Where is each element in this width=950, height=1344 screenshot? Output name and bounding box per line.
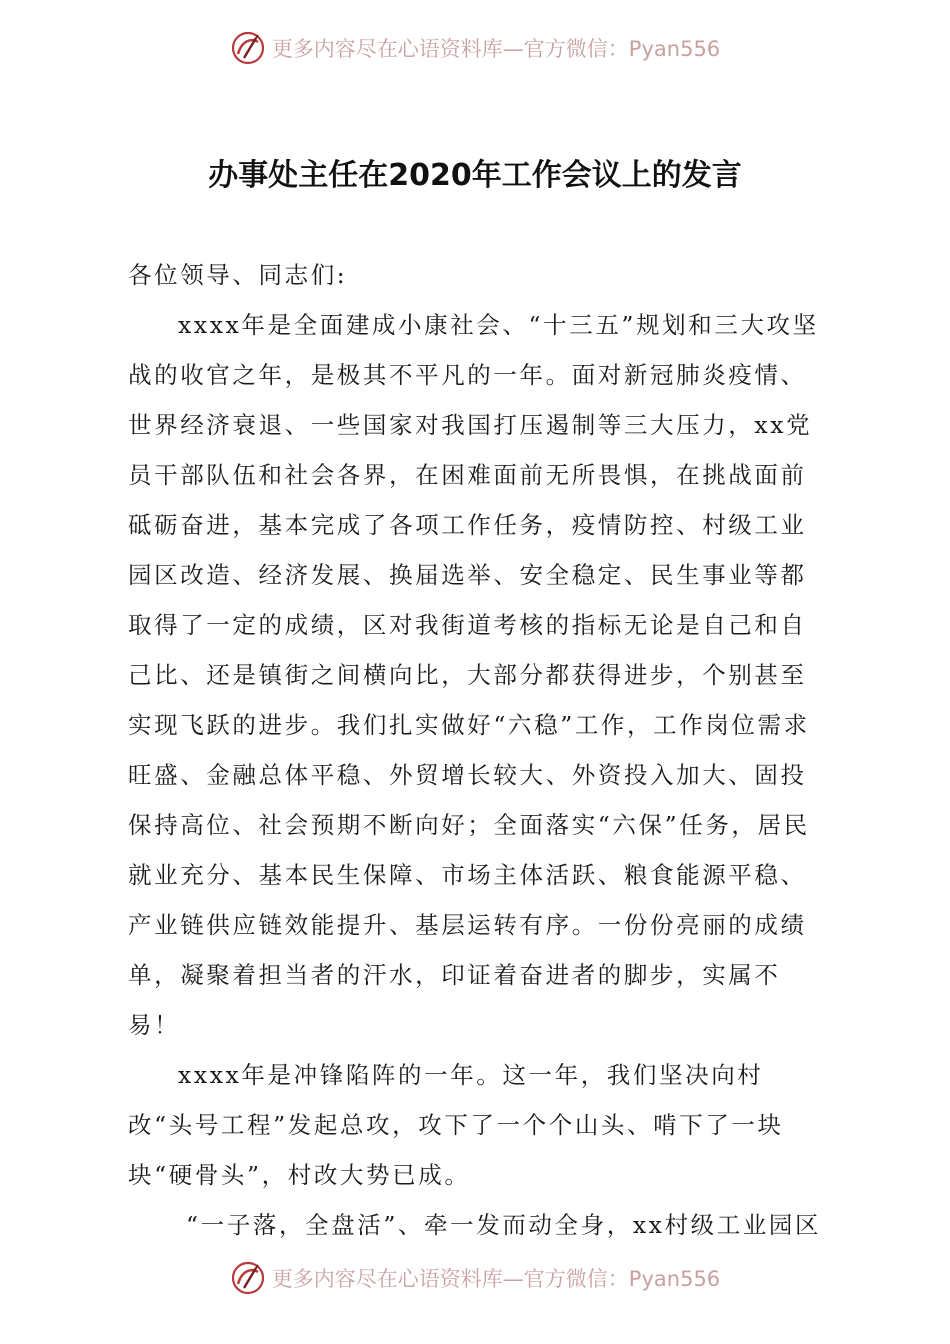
paragraph-2: xxxx年是冲锋陷阵的一年。这一年，我们坚决向村改“头号工程”发起总攻，攻下了一个个山头、啃下了一块块“硬骨头”，村改大势已成。: [128, 1061, 784, 1189]
pen-swirl-logo-icon: [230, 30, 266, 66]
paragraph-3: “一子落，全盘活”、牵一发而动全身，xx村级工业园区: [186, 1211, 822, 1239]
document-body: [128, 250, 828, 1250]
header-banner: [0, 26, 950, 70]
footer-banner-text: 更多内容尽在心语资料库—官方微信：Pyan556: [271, 1267, 721, 1291]
footer-banner: [0, 1256, 950, 1300]
salutation: 各位领导、同志们:: [128, 261, 348, 289]
paragraph-1: xxxx年是全面建成小康社会、“十三五”规划和三大攻坚战的收官之年，是极其不平凡的一年。面对新冠肺炎疫情、世界经济衰退、一些国家对我国打压遏制等三大压力，xx党员干部队伍和社会各界，在困难面前无所畏惧，在挑战面前砥砺奋进，基本完成了各项工作任务，疫情防控、村级工业园区改造、经济发展、换届选举、安全稳定、民生事业等都取得了一定的成绩，区对我街道考核的指标无论是自己和自己比、还是镇街之间横向比，大部分都获得进步，个别甚至实现飞跃的进步。我们扎实做好“六稳”工作，工作岗位需求旺盛、金融总体平稳、外贸增长较大、外资投入加大、固投保持高位、社会预期不断向好；全面落实“六保”任务，居民就业充分、基本民生保障、市场主体活跃、粮食能源平稳、产业链供应链效能提升、基层运转有序。一份份亮丽的成绩单，凝聚着担当者的汗水，印证着奋进者的脚步，实属不易！: [128, 311, 819, 1039]
header-banner-text: 更多内容尽在心语资料库—官方微信：Pyan556: [271, 37, 721, 61]
pen-swirl-logo-icon: [230, 1260, 266, 1296]
document-title: 办事处主任在2020年工作会议上的发言: [208, 158, 742, 193]
